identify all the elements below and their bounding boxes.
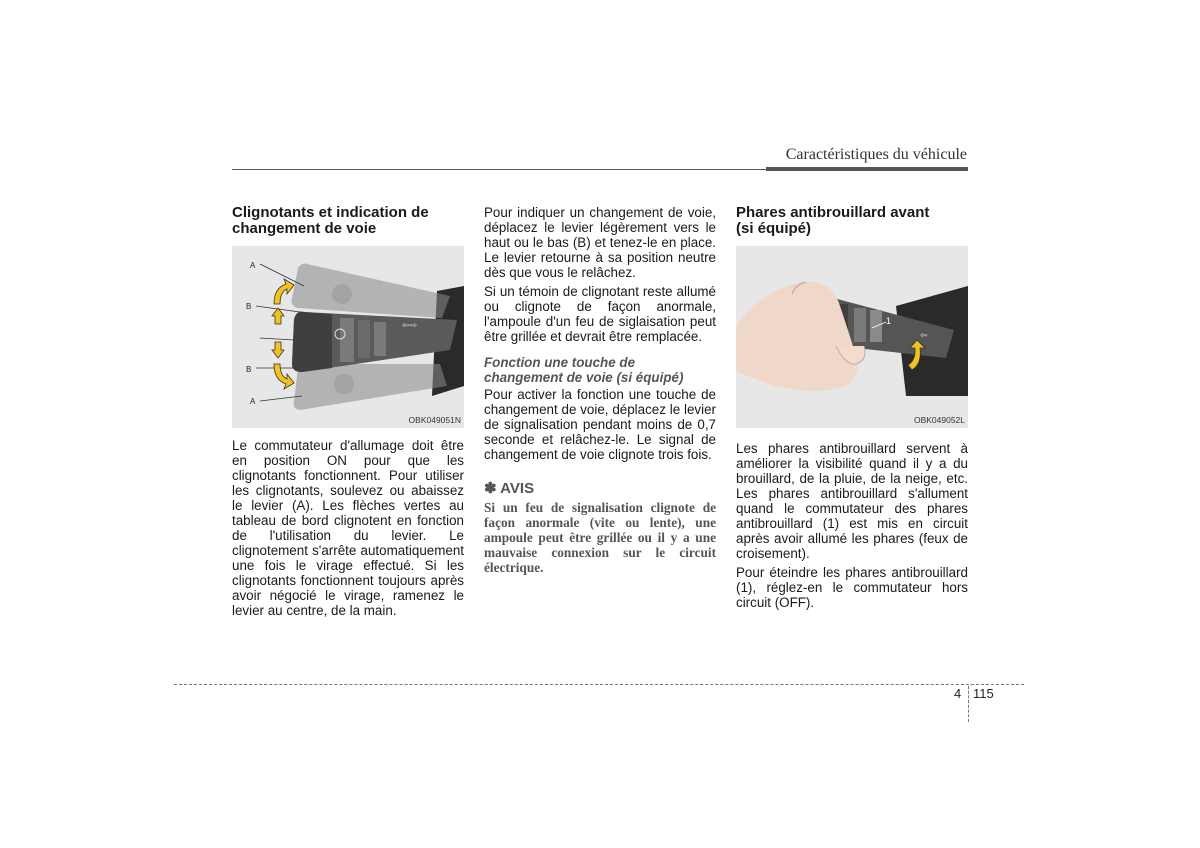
body-paragraph: Si un témoin de clignotant reste allumé ou clignote de façon anormale, l'ampoule d'un feu de siglaisation peut être grillée et devrait être remplacée. <box>484 284 716 344</box>
column-fog-lights <box>736 205 968 610</box>
down-arrow-icon <box>272 342 284 358</box>
section-heading-fog-lights: Phares antibrouillard avant (si équipé) <box>736 204 930 237</box>
section-heading-turn-signals: Clignotants et indication de changement de voie <box>232 204 429 237</box>
subheading-one-touch-lane-change: Fonction une touche de changement de voie (si équipé) <box>484 355 684 385</box>
figure-label-a-bottom: A <box>250 397 256 406</box>
body-paragraph: Pour activer la fonction une touche de changement de voie, déplacez le levier de signalisation pendant moins de 0,7 seconde et relâchez-le. Le signal de changement de voie clignote trois fois. <box>484 387 716 462</box>
column-lane-change <box>484 205 716 575</box>
svg-text:⇦⇨: ⇦⇨ <box>402 321 418 331</box>
figure-label-b-bottom: B <box>246 365 252 374</box>
figure-label-1: 1 <box>886 316 892 326</box>
body-paragraph: Le commutateur d'allumage doit être en position ON pour que les clignotants fonctionnent. Pour utiliser les clignotants, soulevez ou abaissez le levier (A). Les flèches vertes au tableau de bord clignotent en fonction de l'utilisation du levier. Le clignotement s'arrête automatiquement une fois le virage effectué. Si les clignotants fonctionnent toujours après avoir négocié le virage, ramenez le levier au centre, de la main. <box>232 438 464 618</box>
body-paragraph: Les phares antibrouillard servent à améliorer la visibilité quand il y a du brouillard, de la pluie, de la neige, etc. Les phares antibrouillard s'allument quand le commutateur des phares antibrouillard (1) est mis en circuit après avoir allumé les phares (feux de croisement). <box>736 441 968 561</box>
body-paragraph: Pour indiquer un changement de voie, déplacez le levier légèrement vers le haut ou le bas (B) et tenez-le en place. Le levier retourne à sa position neutre dès que vous le relâchez. <box>484 205 716 280</box>
page-header-title: Caractéristiques du véhicule <box>785 146 967 163</box>
page-number: 115 <box>973 686 994 701</box>
notice-body: Si un feu de signalisation clignote de façon anormale (vite ou lente), une ampoule peut être grillée ou il y a une mauvaise connexion sur le circuit électrique. <box>484 500 716 575</box>
column-turn-signals <box>232 205 464 618</box>
notice-title: ✽ AVIS <box>484 480 535 497</box>
up-arrow-icon <box>272 308 284 324</box>
turn-signal-lever-illustration <box>232 246 464 428</box>
header-rule-accent <box>766 167 968 171</box>
figure-code: OBK049052L <box>913 415 965 425</box>
curved-up-arrow-icon <box>274 279 294 304</box>
footer-divider <box>968 686 969 722</box>
chapter-number: 4 <box>954 686 962 701</box>
body-paragraph: Pour éteindre les phares antibrouillard (1), réglez-en le commutateur hors circuit (OFF). <box>736 565 968 610</box>
fog-light-switch-illustration <box>736 246 968 428</box>
figure-label-a-top: A <box>250 261 256 270</box>
figure-code: OBK049051N <box>408 415 461 425</box>
svg-text:⇦: ⇦ <box>920 331 928 341</box>
figure-label-b-top: B <box>246 302 252 311</box>
footer-rule <box>174 684 1024 685</box>
